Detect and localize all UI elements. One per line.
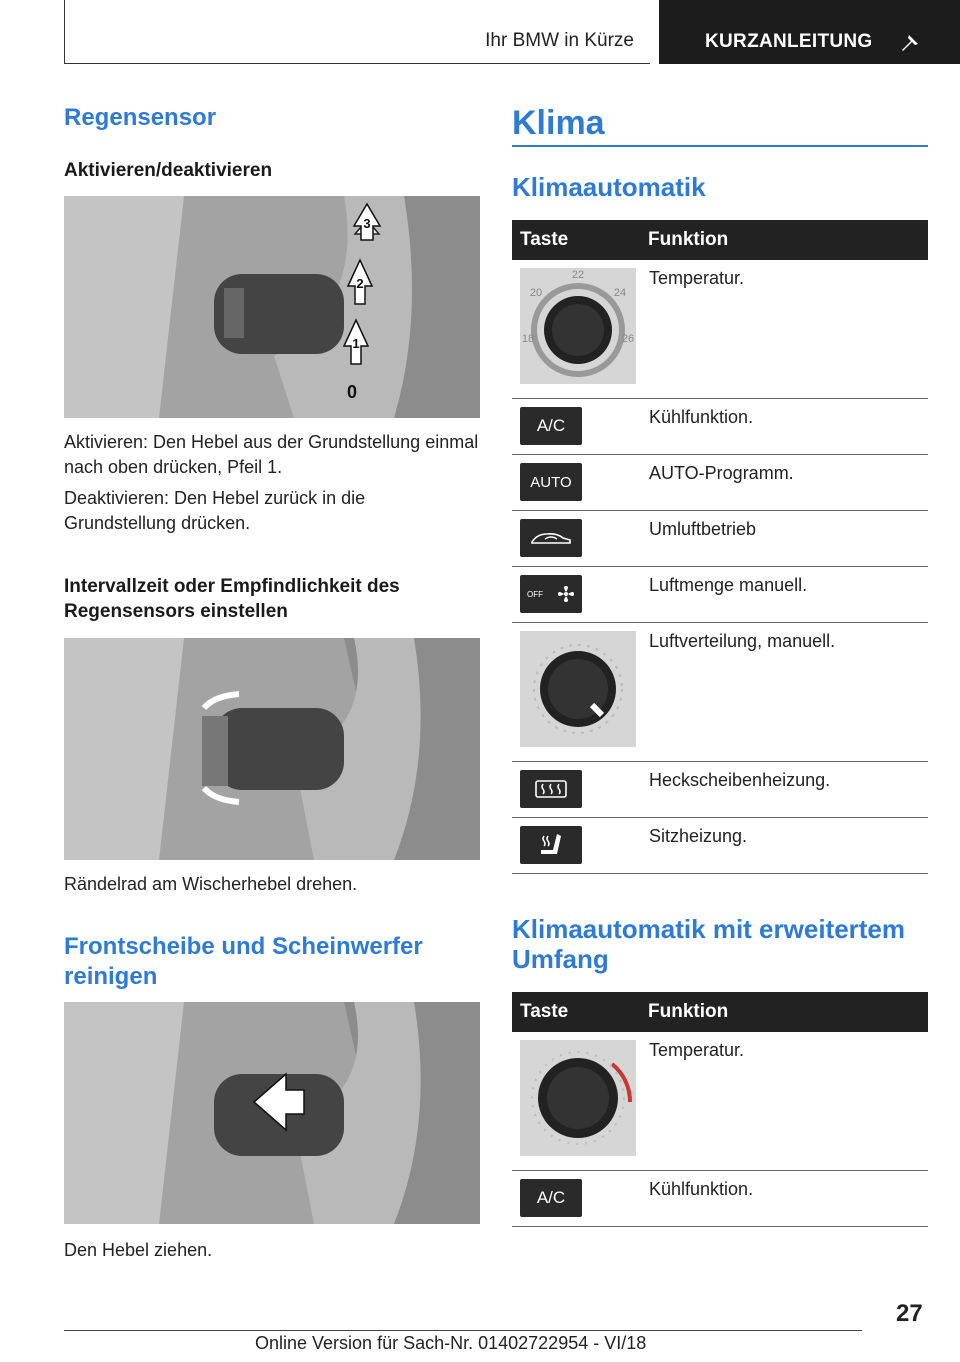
pushpin-icon: [897, 28, 923, 54]
footer-text: Online Version für Sach-Nr. 01402722954 - VI/18: [255, 1333, 647, 1353]
header-tab-label: KURZANLEITUNG: [705, 31, 873, 52]
table-row: [512, 260, 928, 399]
function-seat-heating: Sitzheizung.: [640, 818, 928, 874]
table2-header-function: Funktion: [640, 992, 928, 1032]
ac-button-icon: A/C: [520, 1179, 582, 1217]
table-row: [512, 567, 928, 623]
ac-button-icon: A/C: [520, 407, 582, 445]
interval-heading: Intervallzeit oder Empfindlichkeit des Regensensors einstellen: [64, 576, 400, 622]
function-cooling: Kühlfunktion.: [640, 399, 928, 455]
rear-defrost-icon: [520, 770, 582, 808]
washer-lever-photo: [64, 1002, 480, 1224]
table-row: [512, 762, 928, 818]
thumbwheel-text: Rändelrad am Wischerhebel drehen.: [64, 874, 358, 894]
figure-label-3: 3: [363, 216, 371, 231]
table-row: [512, 511, 928, 567]
auto-button-icon: AUTO: [520, 463, 582, 501]
temperature-knob-icon: [520, 268, 636, 384]
rain-sensor-lever-photo: [64, 196, 480, 418]
klimaautomatik-title: Klimaautomatik: [512, 172, 706, 202]
knob-label-26: 26: [621, 333, 635, 345]
table-header-key: Taste: [512, 220, 640, 260]
table-header-function: Funktion: [640, 220, 928, 260]
washer-title: Frontscheibe und Scheinwerfer reinigen: [64, 933, 423, 990]
function-temperature: Temperatur.: [640, 260, 928, 399]
fan-button-icon: [520, 575, 582, 613]
knob-label-24: 24: [613, 287, 627, 299]
extended-title: Klimaautomatik mit erweitertem Umfang: [512, 914, 906, 974]
fan-off-label: OFF: [527, 589, 543, 599]
table-row: [512, 818, 928, 874]
temperature-knob-icon: [520, 1040, 636, 1156]
header-section-title: Ihr BMW in Kürze: [485, 30, 634, 51]
function-recirculation: Umluftbetrieb: [640, 511, 928, 567]
klima-title: Klima: [512, 104, 605, 142]
function-airflow: Luftmenge manuell.: [640, 567, 928, 623]
figure-label-1: 1: [352, 336, 360, 351]
page-number: 27: [896, 1300, 923, 1327]
pull-text: Den Hebel ziehen.: [64, 1240, 213, 1260]
figure-label-2: 2: [356, 276, 364, 291]
klimaautomatik-table: [512, 220, 928, 874]
table-row: [512, 623, 928, 762]
table-row: [512, 455, 928, 511]
fan-icon: [557, 585, 575, 603]
figure-label-0: 0: [346, 382, 358, 402]
function-air-distribution: Luftverteilung, manuell.: [640, 623, 928, 762]
klima-rule: [512, 145, 928, 147]
function-cooling-2: Kühlfunktion.: [640, 1171, 928, 1227]
activate-text: Aktivieren: Den Hebel aus der Grundstellung einmal nach oben drücken, Pfeil 1.: [64, 432, 479, 477]
function-temperature-2: Temperatur.: [640, 1032, 928, 1171]
air-distribution-knob-icon: [520, 631, 636, 747]
header-tab: [659, 0, 960, 64]
knob-label-20: 20: [529, 287, 543, 299]
footer-rule: [64, 1330, 862, 1331]
extended-table: [512, 992, 928, 1227]
table2-header-key: Taste: [512, 992, 640, 1032]
knob-label-22: 22: [571, 269, 585, 281]
regensensor-title: Regensensor: [64, 104, 217, 131]
table-row: [512, 1032, 928, 1171]
deactivate-text: Deaktivieren: Den Hebel zurück in die Grundstellung drücken.: [64, 488, 366, 533]
thumbwheel-photo: [64, 638, 480, 860]
recirculation-car-icon: [520, 519, 582, 557]
seat-heating-icon: [520, 826, 582, 864]
table-row: [512, 399, 928, 455]
knob-label-18: 18: [521, 333, 535, 345]
function-auto: AUTO-Programm.: [640, 455, 928, 511]
function-rear-defrost: Heckscheibenheizung.: [640, 762, 928, 818]
table-row: [512, 1171, 928, 1227]
activate-heading: Aktivieren/deaktivieren: [64, 160, 273, 181]
